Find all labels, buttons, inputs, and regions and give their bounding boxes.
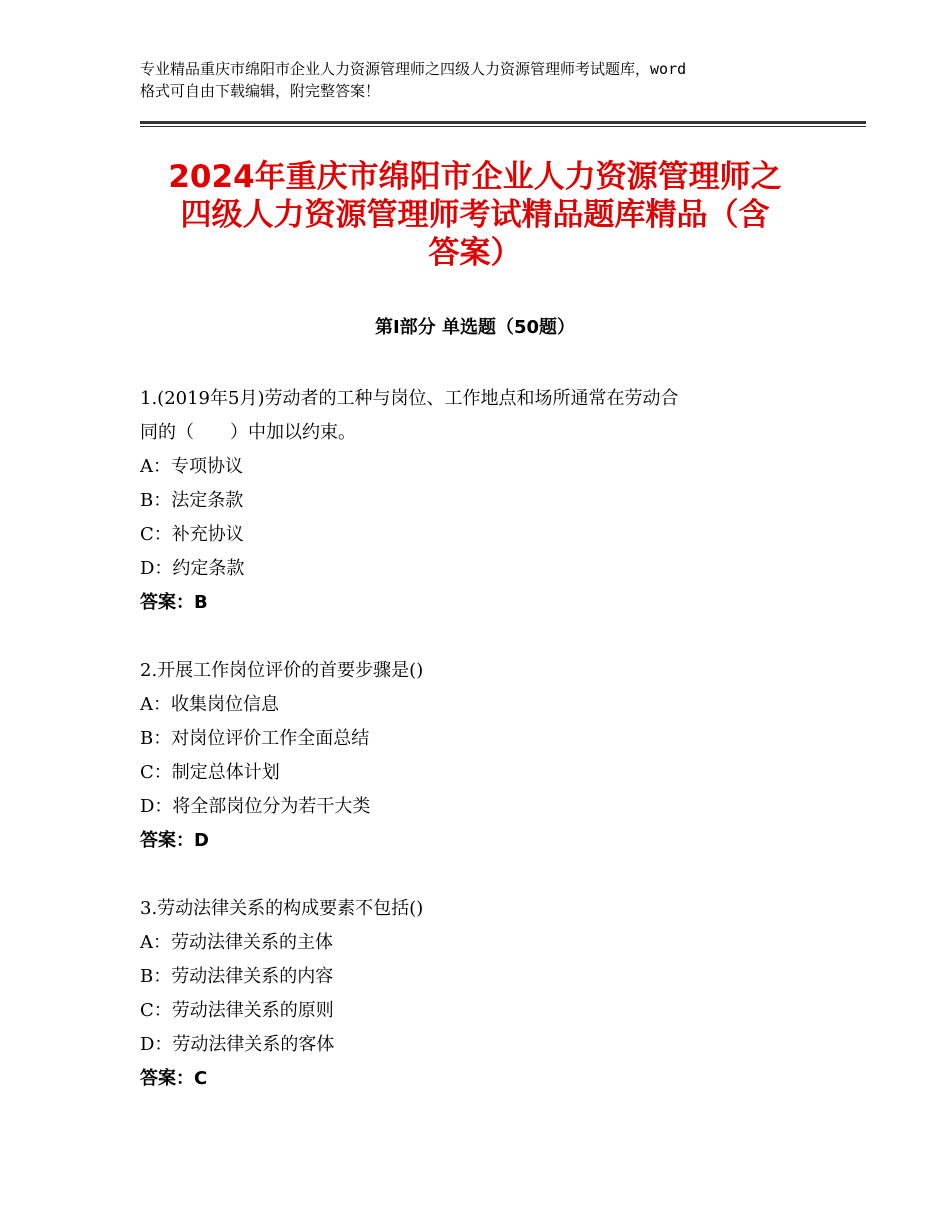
section-heading: 第Ⅰ部分 单选题（50题） bbox=[374, 317, 575, 338]
option-b: B：劳动法律关系的内容 bbox=[140, 966, 334, 987]
stem-part-after-blank: ）中加以约束。 bbox=[230, 422, 356, 443]
answer: 答案：D bbox=[140, 830, 209, 851]
answer: 答案：C bbox=[140, 1068, 208, 1089]
option-d: D：劳动法律关系的客体 bbox=[140, 1034, 335, 1055]
title-line-2: 四级人力资源管理师考试精品题库精品（含 bbox=[180, 197, 770, 233]
option-c: C：劳动法律关系的原则 bbox=[140, 1000, 334, 1021]
question-stem-continued bbox=[140, 416, 820, 450]
answer: 答案：B bbox=[140, 592, 208, 613]
question-1 bbox=[140, 382, 820, 620]
header-note bbox=[140, 58, 830, 102]
header-note-line-1: 专业精品重庆市绵阳市企业人力资源管理师之四级人力资源管理师考试题库，word bbox=[140, 60, 687, 78]
question-3 bbox=[140, 892, 820, 1096]
question-stem: 1.(2019年5月)劳动者的工种与岗位、工作地点和场所通常在劳动合 bbox=[140, 388, 679, 409]
document-title bbox=[100, 158, 850, 272]
header-divider-thin bbox=[140, 126, 866, 127]
question-stem: 2.开展工作岗位评价的首要步骤是() bbox=[140, 660, 424, 681]
option-a: A：专项协议 bbox=[140, 456, 243, 477]
option-d: D：将全部岗位分为若干大类 bbox=[140, 796, 371, 817]
question-stem: 3.劳动法律关系的构成要素不包括() bbox=[140, 898, 424, 919]
option-c: C：补充协议 bbox=[140, 524, 244, 545]
header-divider-thick bbox=[140, 121, 866, 124]
stem-part-before-blank: 同的（ bbox=[140, 422, 194, 443]
option-b: B：法定条款 bbox=[140, 490, 244, 511]
header-note-line-2: 格式可自由下载编辑，附完整答案！ bbox=[140, 82, 381, 100]
option-d: D：约定条款 bbox=[140, 558, 245, 579]
option-b: B：对岗位评价工作全面总结 bbox=[140, 728, 370, 749]
option-a: A：收集岗位信息 bbox=[140, 694, 279, 715]
option-a: A：劳动法律关系的主体 bbox=[140, 932, 333, 953]
title-line-3: 答案） bbox=[428, 235, 522, 271]
question-list bbox=[140, 382, 820, 1130]
question-2 bbox=[140, 654, 820, 858]
title-line-1: 2024年重庆市绵阳市企业人力资源管理师之 bbox=[168, 159, 782, 195]
option-c: C：制定总体计划 bbox=[140, 762, 280, 783]
